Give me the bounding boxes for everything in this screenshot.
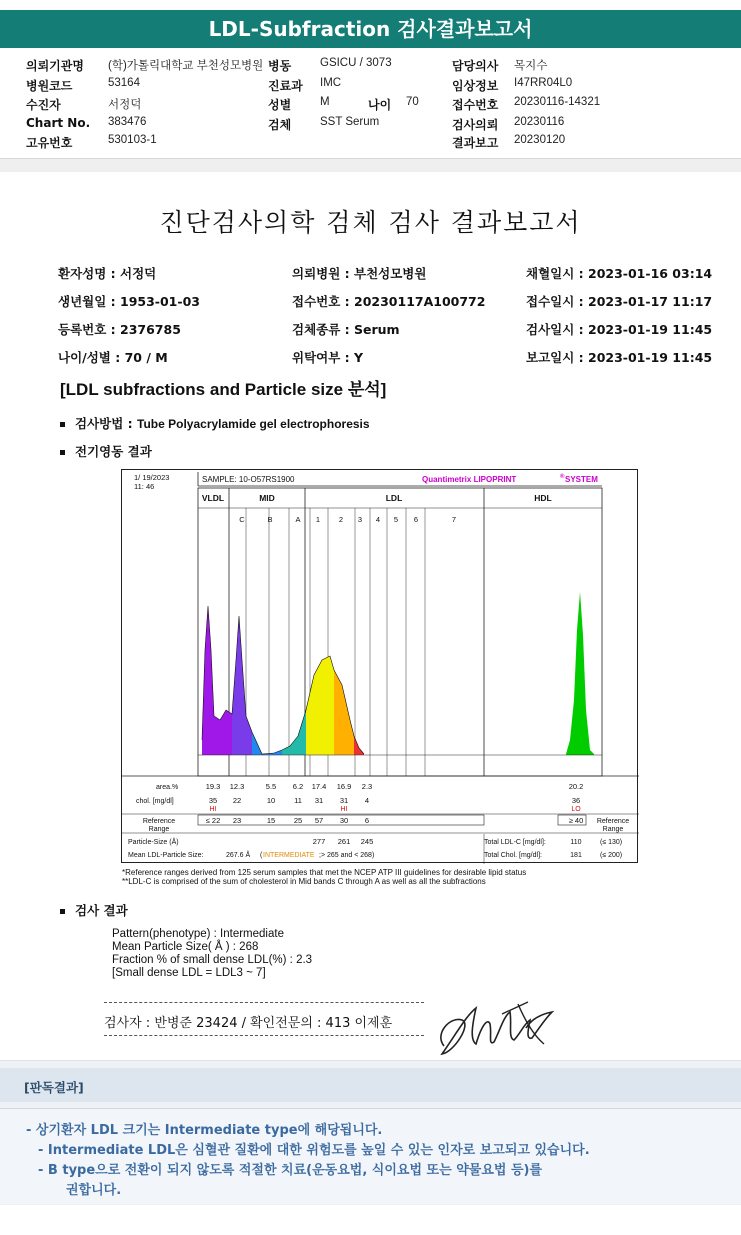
patient-field: 나이/성별 : 70 / M bbox=[58, 350, 168, 365]
curve-segment bbox=[232, 616, 252, 755]
group-label: LDL bbox=[385, 493, 403, 503]
info-label: 검체 bbox=[268, 118, 292, 132]
total-chol-ref: (≤ 200) bbox=[600, 852, 623, 859]
mean-rest: ;> 265 and < 268) bbox=[319, 852, 375, 859]
chol-value: 36 bbox=[571, 796, 581, 805]
mean-class: INTERMEDIATE bbox=[263, 852, 315, 859]
group-label: VLDL bbox=[201, 493, 225, 503]
patient-field: 위탁여부 : Y bbox=[292, 350, 364, 365]
band-label: 3 bbox=[357, 515, 363, 524]
row-label-ref: Reference bbox=[142, 818, 176, 825]
plot-frame bbox=[198, 488, 602, 776]
size-value: 245 bbox=[360, 837, 374, 846]
info-label: 담당의사 bbox=[452, 59, 499, 73]
area-value: 19.3 bbox=[205, 782, 221, 791]
examiner-line: 검사자 : 반병준 23424 / 확인전문의 : 413 이제훈 bbox=[104, 1016, 393, 1031]
chol-value: 10 bbox=[266, 796, 276, 805]
patient-field: 보고일시 : 2023-01-19 11:45 bbox=[526, 350, 713, 365]
info-value: IMC bbox=[320, 77, 342, 89]
total-chol-value: 181 bbox=[570, 852, 582, 859]
bullet-icon bbox=[60, 909, 65, 914]
band-label: B bbox=[267, 515, 273, 524]
electrophoresis-bullet bbox=[60, 442, 152, 460]
chart-notes bbox=[122, 868, 526, 886]
opinion-header bbox=[0, 1068, 741, 1102]
row-label-area: area.% bbox=[156, 784, 179, 791]
info-label: 병원코드 bbox=[26, 79, 73, 93]
group-label: HDL bbox=[534, 493, 552, 503]
info-label: Chart No. bbox=[26, 116, 91, 130]
electrophoresis-label: 전기영동 결과 bbox=[75, 444, 152, 459]
method-value: Tube Polyacrylamide gel electrophoresis bbox=[137, 417, 370, 431]
curve-segment bbox=[566, 592, 594, 755]
info-value: 20230116 bbox=[514, 116, 565, 128]
area-value: 5.5 bbox=[265, 782, 277, 791]
patient-field: 검체종류 : Serum bbox=[292, 322, 400, 337]
info-label: 나이 bbox=[368, 98, 392, 112]
result-bullet bbox=[60, 901, 128, 919]
mean-value: 267.6 Å bbox=[226, 852, 251, 859]
flag-value: HI bbox=[209, 806, 217, 813]
info-value: 20230120 bbox=[514, 134, 566, 146]
info-value: I47RR04L0 bbox=[514, 77, 573, 89]
report-title: 진단검사의학 검체 검사 결과보고서 bbox=[159, 208, 582, 237]
signature-image bbox=[432, 994, 562, 1060]
band-label: 5 bbox=[393, 515, 399, 524]
opinion-line: - 상기환자 LDL 크기는 Intermediate type에 해당됩니다. bbox=[26, 1123, 383, 1138]
info-value: SST Serum bbox=[320, 116, 380, 128]
flag-value: LO bbox=[571, 806, 581, 813]
info-value: 20230116-14321 bbox=[514, 96, 601, 108]
total-ldl-ref: (≤ 130) bbox=[600, 839, 623, 846]
divider bbox=[104, 1002, 424, 1003]
opinion-line: - Intermediate LDL은 심혈관 질환에 대한 위험도를 높일 수 있는 인자로 보고되고 있습니다. bbox=[38, 1143, 590, 1158]
chart-brand: Quantimetrix LIPOPRINT bbox=[422, 475, 517, 484]
total-chol-label: Total Chol. [mg/dl]: bbox=[484, 852, 542, 859]
curve-segment bbox=[334, 670, 354, 755]
total-ldl-value: 110 bbox=[570, 839, 582, 846]
chol-value: 31 bbox=[314, 796, 324, 805]
chol-value: 31 bbox=[339, 796, 349, 805]
info-label: 수진자 bbox=[26, 98, 61, 112]
patient-field: 검사일시 : 2023-01-19 11:45 bbox=[526, 322, 713, 337]
band-label: 7 bbox=[451, 515, 457, 524]
patient-field: 등록번호 : 2376785 bbox=[58, 322, 181, 337]
patient-field: 환자성명 : 서정덕 bbox=[58, 266, 157, 281]
info-label: 병동 bbox=[268, 59, 292, 73]
result-block bbox=[112, 928, 312, 980]
note-line: *Reference ranges derived from 125 serum samples that met the NCEP ATP III guidelines for desirable lipid status bbox=[122, 868, 527, 877]
info-value: M bbox=[320, 96, 330, 108]
size-value: 277 bbox=[312, 837, 326, 846]
opinion-title: [판독결과] bbox=[24, 1080, 84, 1095]
method-label: 검사방법 : bbox=[75, 416, 138, 431]
info-label: 검사의뢰 bbox=[452, 118, 499, 132]
opinion-body bbox=[0, 1108, 741, 1204]
patient-field: 접수번호 : 20230117A100772 bbox=[292, 294, 486, 309]
band-label: 4 bbox=[375, 515, 381, 524]
chol-value: 11 bbox=[294, 796, 302, 805]
patient-field: 접수일시 : 2023-01-17 11:17 bbox=[526, 294, 713, 309]
info-value: 목지수 bbox=[514, 60, 548, 72]
section-title: [LDL subfractions and Particle size 분석] bbox=[60, 380, 387, 399]
area-value: 6.2 bbox=[292, 782, 304, 791]
group-label: MID bbox=[259, 493, 275, 503]
info-value: 서정덕 bbox=[108, 99, 142, 111]
mean-paren: ( bbox=[260, 852, 263, 859]
note-line: **LDL-C is comprised of the sum of cholesterol in Mid bands C through A as well as all the subfractions bbox=[122, 877, 486, 886]
chol-value: 35 bbox=[208, 796, 218, 805]
row-label-mean: Mean LDL-Particle Size: bbox=[128, 852, 204, 859]
info-value: 530103-1 bbox=[108, 134, 157, 146]
bullet-icon bbox=[60, 450, 65, 455]
chol-value: 4 bbox=[364, 796, 370, 805]
section-divider bbox=[0, 158, 741, 172]
info-label: 진료과 bbox=[268, 79, 303, 93]
info-value: 53164 bbox=[108, 77, 140, 89]
chol-value: 22 bbox=[232, 796, 242, 805]
info-label: 접수번호 bbox=[452, 98, 499, 112]
ref-value: 25 bbox=[293, 816, 303, 825]
info-value: 70 bbox=[406, 96, 419, 108]
info-label: 고유번호 bbox=[26, 136, 73, 150]
lipoprint-chart bbox=[121, 469, 638, 863]
patient-field: 생년월일 : 1953-01-03 bbox=[58, 294, 200, 309]
patient-field: 채혈일시 : 2023-01-16 03:14 bbox=[526, 266, 713, 281]
area-value: 12.3 bbox=[229, 782, 245, 791]
ref-value: ≥ 40 bbox=[568, 816, 584, 825]
info-label: 의뢰기관명 bbox=[26, 59, 84, 73]
electrophoresis-plot bbox=[122, 470, 639, 864]
result-line: Fraction % of small dense LDL(%) : 2.3 bbox=[112, 954, 313, 966]
area-value: 17.4 bbox=[311, 782, 327, 791]
result-label: 검사 결과 bbox=[75, 903, 128, 918]
opinion-line: - B type으로 전환이 되지 않도록 적절한 치료(운동요법, 식이요법 또는 약물요법 등)를 bbox=[38, 1163, 543, 1178]
info-label: 임상정보 bbox=[452, 79, 499, 93]
total-ldl-label: Total LDL-C [mg/dl]: bbox=[484, 839, 546, 846]
row-label-ref-right: Range bbox=[602, 826, 624, 833]
chart-date: 1/ 19/2023 bbox=[134, 473, 170, 482]
patient-field: 의뢰병원 : 부천성모병원 bbox=[292, 266, 427, 281]
ref-value: 23 bbox=[232, 816, 242, 825]
band-label: 6 bbox=[413, 515, 419, 524]
row-label-ref-right: Reference bbox=[596, 818, 630, 825]
ref-value: 57 bbox=[314, 816, 324, 825]
band-label: 2 bbox=[338, 515, 344, 524]
bullet-icon bbox=[60, 422, 65, 427]
chart-brand-sup: ® bbox=[560, 474, 565, 480]
flag-value: HI bbox=[340, 806, 348, 813]
band-label: C bbox=[239, 515, 245, 524]
method-bullet bbox=[60, 414, 370, 432]
result-line: Pattern(phenotype) : Intermediate bbox=[112, 928, 284, 940]
ref-value: 30 bbox=[339, 816, 349, 825]
info-label: 성별 bbox=[268, 98, 292, 112]
ref-value: 6 bbox=[364, 816, 370, 825]
chart-brand-suffix: SYSTEM bbox=[565, 475, 598, 484]
area-value: 20.2 bbox=[568, 782, 584, 791]
row-label-chol: chol. [mg/dl] bbox=[136, 798, 174, 805]
opinion-line: 권합니다. bbox=[66, 1183, 122, 1198]
chart-time: 11: 46 bbox=[134, 482, 155, 491]
ref-value: ≤ 22 bbox=[205, 816, 221, 825]
band-label: 1 bbox=[315, 515, 321, 524]
row-label-ref: Range bbox=[148, 826, 170, 833]
area-value: 2.3 bbox=[361, 782, 373, 791]
info-value: GSICU / 3073 bbox=[320, 57, 392, 69]
info-value: 383476 bbox=[108, 116, 147, 128]
result-line: [Small dense LDL = LDL3 ~ 7] bbox=[112, 967, 266, 979]
divider bbox=[104, 1035, 424, 1036]
band-label: A bbox=[295, 515, 301, 524]
ref-value: 15 bbox=[266, 816, 276, 825]
area-value: 16.9 bbox=[336, 782, 352, 791]
info-value: (학)가톨릭대학교 부천성모병원 bbox=[108, 60, 264, 72]
info-label: 결과보고 bbox=[452, 136, 499, 150]
row-label-size: Particle-Size (Å) bbox=[128, 839, 179, 846]
report-header-title: LDL-Subfraction 검사결과보고서 bbox=[0, 10, 741, 48]
size-value: 261 bbox=[337, 837, 351, 846]
chart-sample-id: SAMPLE: 10-O57RS1900 bbox=[202, 475, 295, 484]
result-line: Mean Particle Size( Å ) : 268 bbox=[112, 941, 259, 953]
